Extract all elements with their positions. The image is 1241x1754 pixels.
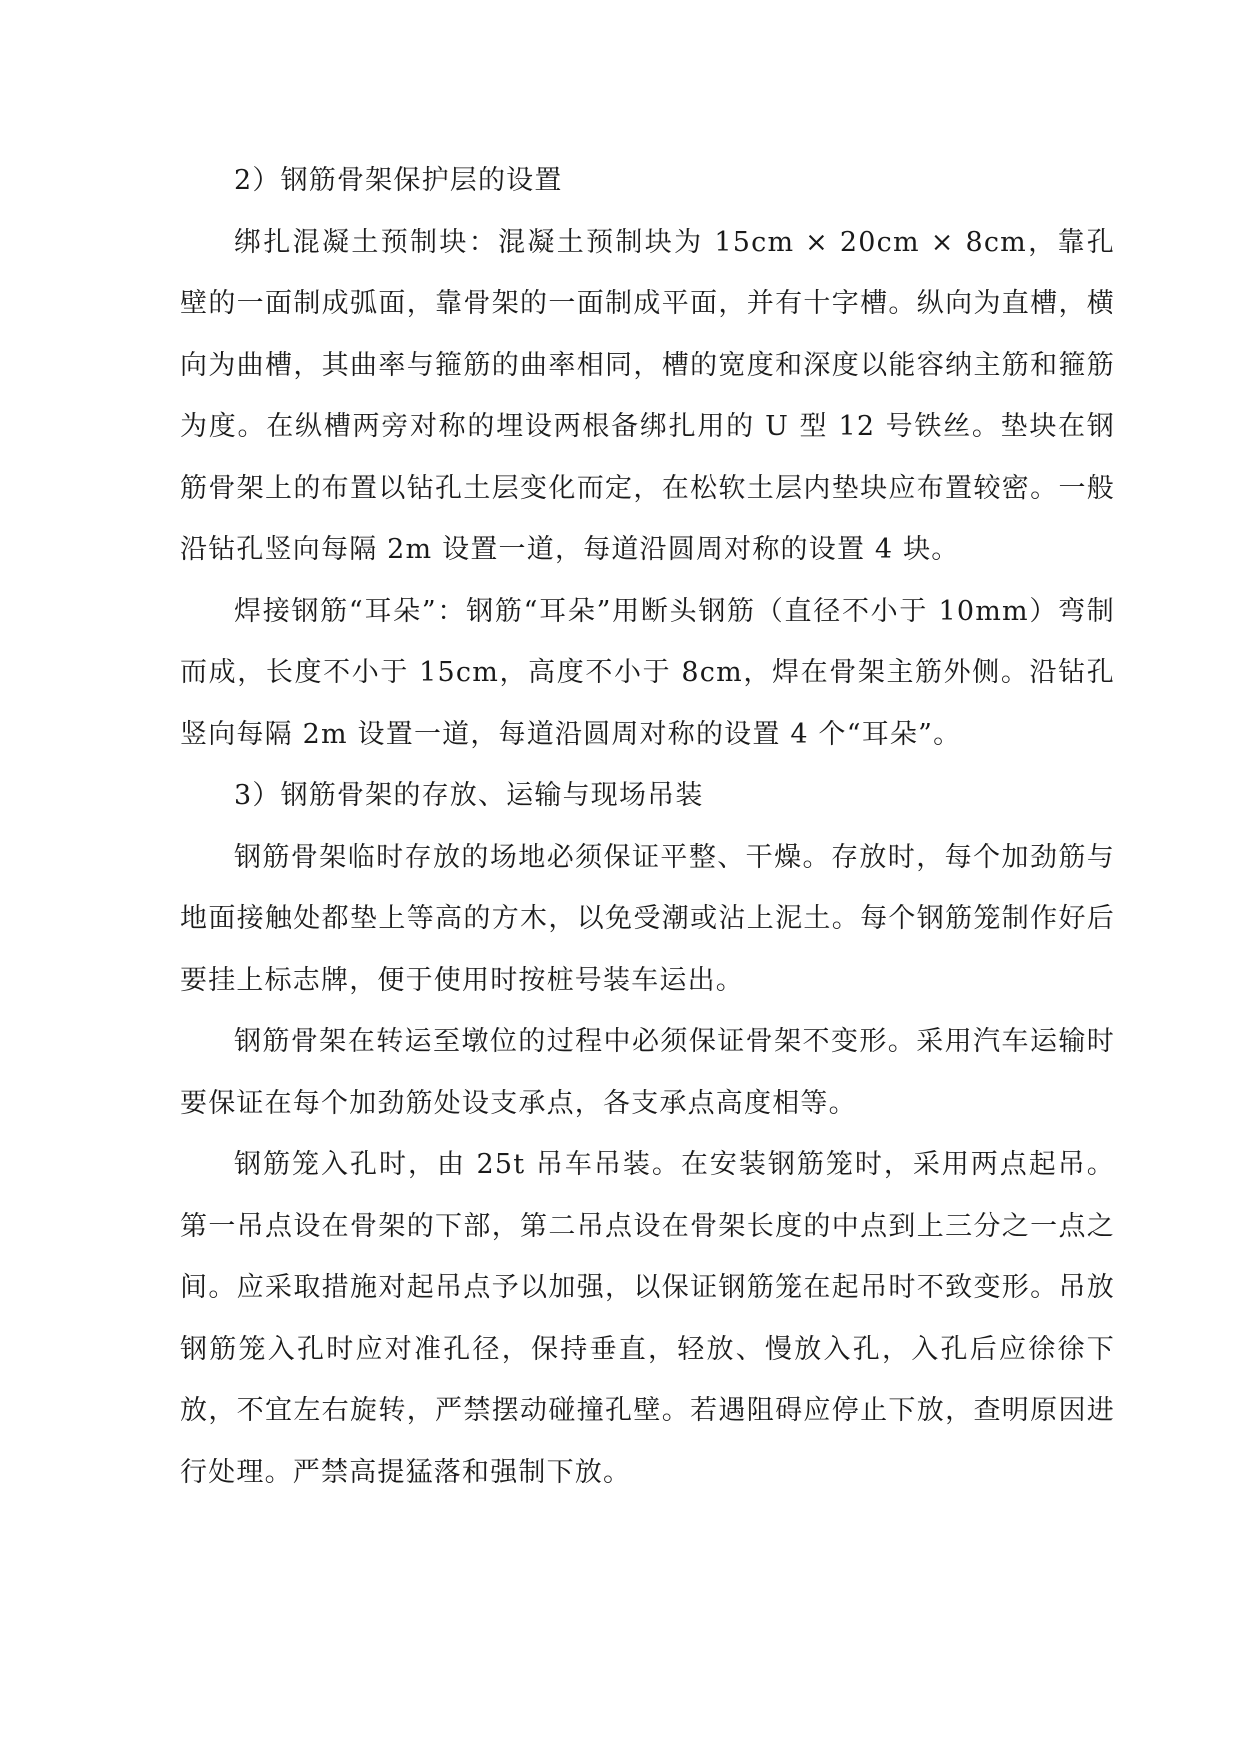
paragraph: 钢筋骨架临时存放的场地必须保证平整、干燥。存放时，每个加劲筋与地面接触处都垫上等高的方木，以免受潮或沾上泥土。每个钢筋笼制作好后要挂上标志牌，便于使用时按桩号装车运出。 [180, 841, 1115, 996]
paragraph: 焊接钢筋“耳朵”：钢筋“耳朵”用断头钢筋（直径不小于 10mm）弯制而成，长度不小于 15cm，高度不小于 8cm，焊在骨架主筋外侧。沿钻孔竖向每隔 2m 设置一道，每道沿圆周对称的设置 4 个“耳朵”。 [180, 595, 1115, 750]
paragraph: 绑扎混凝土预制块：混凝土预制块为 15cm × 20cm × 8cm，靠孔壁的一面制成弧面，靠骨架的一面制成平面，并有十字槽。纵向为直槽，横向为曲槽，其曲率与箍筋的曲率相同，槽的宽度和深度以能容纳主筋和箍筋为度。在纵槽两旁对称的埋设两根备绑扎用的 U 型 12 号铁丝。垫块在钢筋骨架上的布置以钻孔土层变化而定，在松软土层内垫块应布置较密。一般沿钻孔竖向每隔 2m 设置一道，每道沿圆周对称的设置 4 块。 [180, 226, 1115, 565]
paragraph: 钢筋骨架在转运至墩位的过程中必须保证骨架不变形。采用汽车运输时要保证在每个加劲筋处设支承点，各支承点高度相等。 [180, 1026, 1115, 1119]
paragraph: 钢筋笼入孔时，由 25t 吊车吊装。在安装钢筋笼时，采用两点起吊。第一吊点设在骨架的下部，第二吊点设在骨架长度的中点到上三分之一点之间。应采取措施对起吊点予以加强，以保证钢筋笼在起吊时不致变形。吊放钢筋笼入孔时应对准孔径，保持垂直，轻放、慢放入孔，入孔后应徐徐下放，不宜左右旋转，严禁摆动碰撞孔壁。若遇阻碍应停止下放，查明原因进行处理。严禁高提猛落和强制下放。 [180, 1149, 1115, 1488]
document-body [180, 150, 1115, 1503]
section-heading: 2）钢筋骨架保护层的设置 [234, 165, 563, 196]
section-heading: 3）钢筋骨架的存放、运输与现场吊装 [234, 780, 704, 811]
